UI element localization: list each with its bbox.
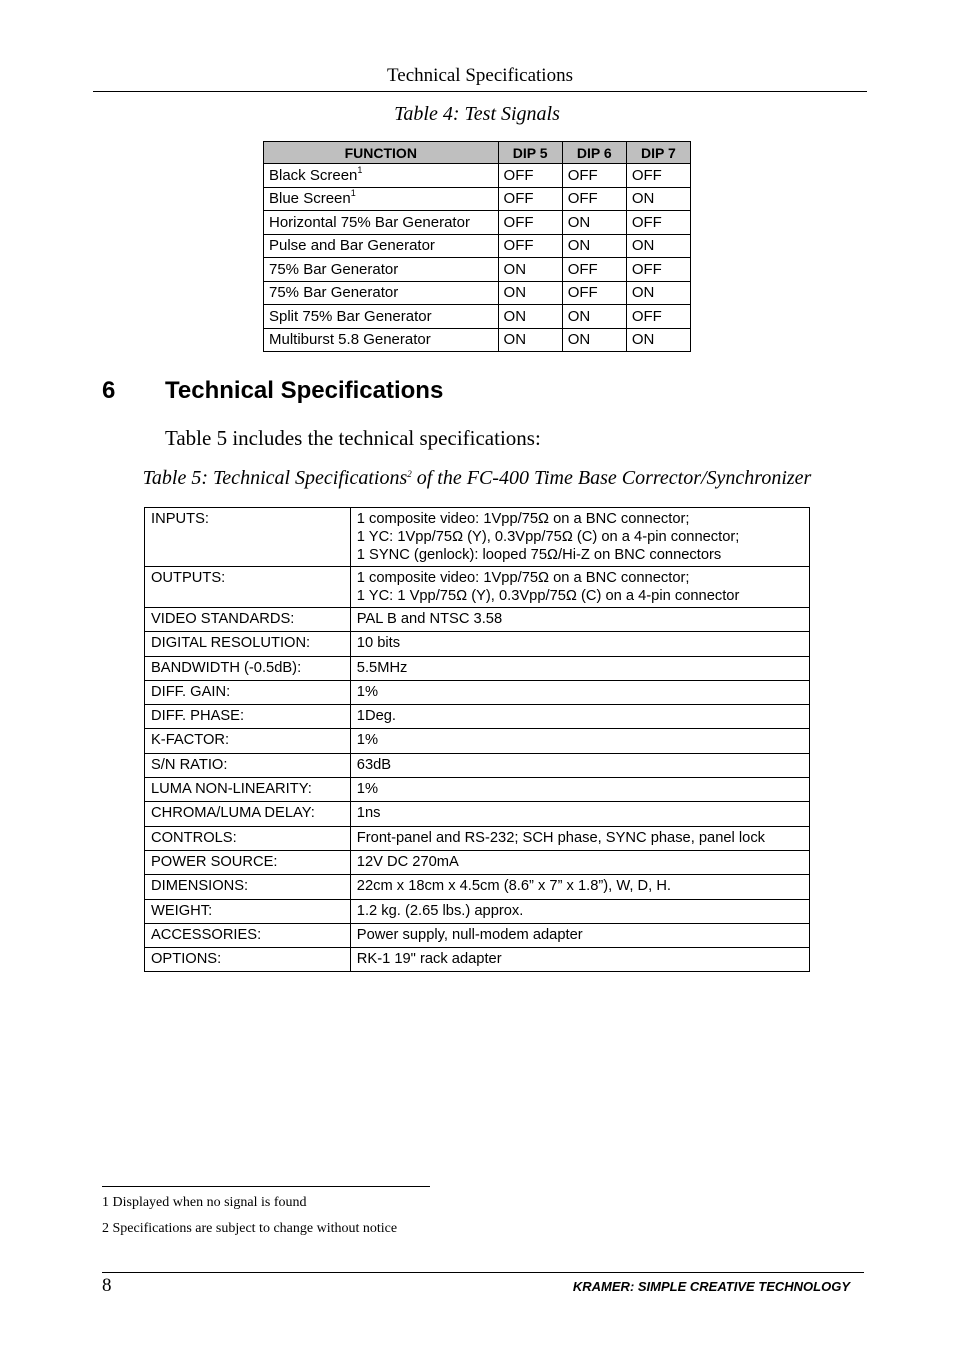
spec-value: Front-panel and RS-232; SCH phase, SYNC phase, panel lock [350, 826, 809, 850]
table5-caption-note: 2 [407, 469, 412, 479]
table-row [264, 211, 691, 235]
function-cell [264, 258, 499, 282]
dip5-cell: ON [498, 305, 562, 329]
dip5-cell: OFF [498, 211, 562, 235]
spec-row [145, 948, 810, 972]
section-number: 6 [102, 377, 116, 404]
spec-value: 1 composite video: 1Vpp/75Ω on a BNC connector; 1 YC: 1 Vpp/75Ω (Y), 0.3Vpp/75Ω (C) on a 4-pin connector [350, 567, 809, 608]
table5-caption-rest: of the FC-400 Time Base Corrector/Synchronizer [411, 467, 812, 489]
dip7-cell: ON [626, 234, 690, 258]
spec-value: Power supply, null-modem adapter [350, 923, 809, 947]
dip5-cell: OFF [498, 234, 562, 258]
function-cell [264, 281, 499, 305]
table-row [264, 281, 691, 305]
spec-value: PAL B and NTSC 3.58 [350, 608, 809, 632]
section-title: Technical Specifications [165, 377, 444, 404]
dip7-cell: ON [626, 187, 690, 211]
function-label: Multiburst 5.8 Generator [269, 331, 431, 349]
dip5-cell: ON [498, 328, 562, 352]
spec-value: 5.5MHz [350, 656, 809, 680]
spec-name: OUTPUTS: [145, 567, 351, 608]
spec-value: 1% [350, 778, 809, 802]
table-row [264, 187, 691, 211]
dip7-cell: OFF [626, 305, 690, 329]
dip6-cell: ON [562, 211, 626, 235]
function-cell [264, 328, 499, 352]
function-label: Black Screen [269, 166, 358, 184]
column-header-dip6: DIP 6 [562, 142, 626, 164]
spec-row [145, 923, 810, 947]
spec-name: POWER SOURCE: [145, 850, 351, 874]
spec-row [145, 608, 810, 632]
spec-row [145, 567, 810, 608]
function-cell [264, 234, 499, 258]
spec-value: RK-1 19" rack adapter [350, 948, 809, 972]
spec-name: OPTIONS: [145, 948, 351, 972]
table-row [264, 328, 691, 352]
spec-value: 1 composite video: 1Vpp/75Ω on a BNC connector; 1 YC: 1Vpp/75Ω (Y), 0.3Vpp/75Ω (C) on a 4-pin connector; 1 SYNC (genlock): looped 75Ω/Hi-Z on BNC connectors [350, 508, 809, 567]
column-header-dip7: DIP 7 [626, 142, 690, 164]
spec-row [145, 899, 810, 923]
specifications-table [144, 507, 810, 972]
spec-row [145, 826, 810, 850]
spec-row [145, 753, 810, 777]
spec-name: WEIGHT: [145, 899, 351, 923]
spec-row [145, 729, 810, 753]
footnote-2: 2 Specifications are subject to change without notice [102, 1221, 398, 1236]
table4-caption: Table 4: Test Signals [394, 103, 560, 125]
function-label: Split 75% Bar Generator [269, 307, 432, 325]
dip7-cell: OFF [626, 164, 690, 188]
dip7-cell: OFF [626, 258, 690, 282]
spec-name: INPUTS: [145, 508, 351, 567]
spec-name: ACCESSORIES: [145, 923, 351, 947]
footer-rule [102, 1272, 864, 1273]
intro-paragraph: Table 5 includes the technical specifications: [165, 426, 541, 450]
test-signals-table [263, 141, 691, 352]
spec-name: K-FACTOR: [145, 729, 351, 753]
column-header-function: FUNCTION [264, 142, 499, 164]
function-label: Pulse and Bar Generator [269, 237, 435, 255]
footnote-1: 1 Displayed when no signal is found [102, 1195, 307, 1210]
spec-value: 1% [350, 680, 809, 704]
table-header-row [264, 142, 691, 164]
dip7-cell: ON [626, 328, 690, 352]
spec-row [145, 802, 810, 826]
spec-row [145, 656, 810, 680]
table-row [264, 258, 691, 282]
spec-name: S/N RATIO: [145, 753, 351, 777]
footnote-marker: 1 [350, 188, 356, 199]
table-row [264, 234, 691, 258]
dip5-cell: ON [498, 258, 562, 282]
spec-row [145, 680, 810, 704]
running-header: Technical Specifications [387, 65, 573, 86]
function-cell [264, 164, 499, 188]
spec-row [145, 508, 810, 567]
spec-value: 10 bits [350, 632, 809, 656]
table-row [264, 164, 691, 188]
footnote-rule [102, 1186, 430, 1187]
spec-value: 63dB [350, 753, 809, 777]
dip6-cell: ON [562, 234, 626, 258]
spec-name: BANDWIDTH (-0.5dB): [145, 656, 351, 680]
function-label: 75% Bar Generator [269, 284, 399, 302]
spec-name: DIMENSIONS: [145, 875, 351, 899]
spec-value: 1ns [350, 802, 809, 826]
spec-row [145, 778, 810, 802]
dip7-cell: OFF [626, 211, 690, 235]
table5-caption-text: Table 5: Technical Specifications [142, 467, 408, 489]
spec-name: VIDEO STANDARDS: [145, 608, 351, 632]
spec-value: 1.2 kg. (2.65 lbs.) approx. [350, 899, 809, 923]
dip6-cell: ON [562, 305, 626, 329]
spec-name: DIFF. PHASE: [145, 705, 351, 729]
spec-value: 1Deg. [350, 705, 809, 729]
dip6-cell: OFF [562, 258, 626, 282]
function-cell [264, 305, 499, 329]
spec-name: LUMA NON-LINEARITY: [145, 778, 351, 802]
function-label: Blue Screen [269, 190, 351, 208]
spec-row [145, 875, 810, 899]
spec-name: DIFF. GAIN: [145, 680, 351, 704]
dip6-cell: OFF [562, 187, 626, 211]
function-label: Horizontal 75% Bar Generator [269, 213, 470, 231]
spec-name: CHROMA/LUMA DELAY: [145, 802, 351, 826]
dip5-cell: ON [498, 281, 562, 305]
column-header-dip5: DIP 5 [498, 142, 562, 164]
spec-name: CONTROLS: [145, 826, 351, 850]
spec-value: 12V DC 270mA [350, 850, 809, 874]
dip6-cell: ON [562, 328, 626, 352]
dip6-cell: OFF [562, 164, 626, 188]
table5-caption [0, 466, 954, 490]
spec-row [145, 632, 810, 656]
footnote-marker: 1 [357, 164, 363, 175]
page-number: 8 [102, 1275, 112, 1296]
spec-row [145, 705, 810, 729]
spec-row [145, 850, 810, 874]
function-label: 75% Bar Generator [269, 260, 399, 278]
spec-value: 1% [350, 729, 809, 753]
spec-name: DIGITAL RESOLUTION: [145, 632, 351, 656]
header-rule [93, 91, 867, 92]
footer-brand: KRAMER: SIMPLE CREATIVE TECHNOLOGY [572, 1279, 850, 1294]
dip5-cell: OFF [498, 187, 562, 211]
table-row [264, 305, 691, 329]
dip6-cell: OFF [562, 281, 626, 305]
function-cell [264, 211, 499, 235]
dip7-cell: ON [626, 281, 690, 305]
function-cell [264, 187, 499, 211]
dip5-cell: OFF [498, 164, 562, 188]
spec-value: 22cm x 18cm x 4.5cm (8.6” x 7” x 1.8”), W, D, H. [350, 875, 809, 899]
